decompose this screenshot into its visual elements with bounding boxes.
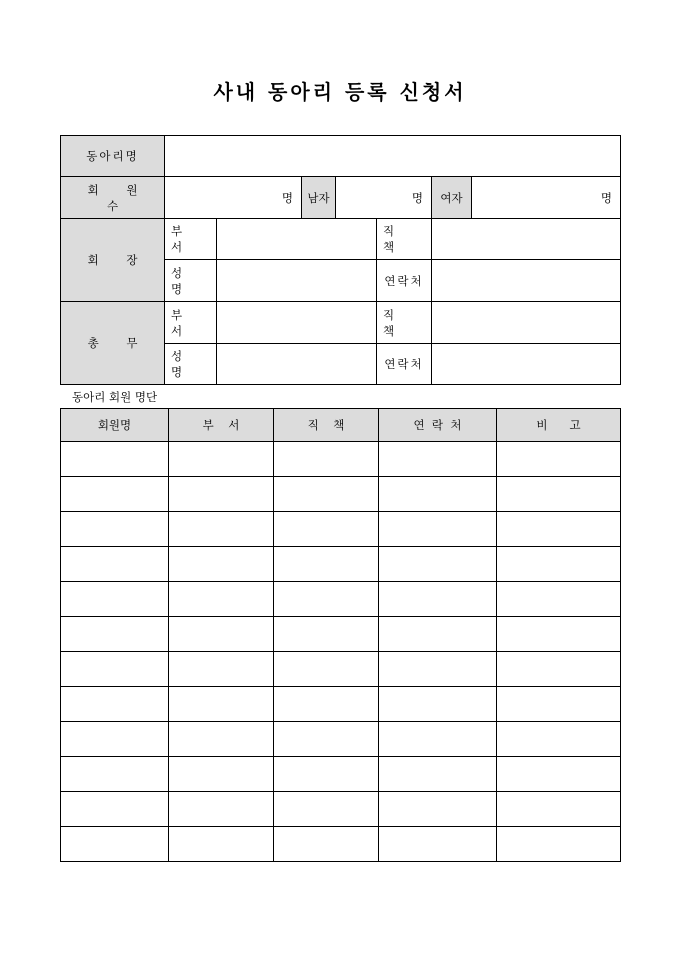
- president-contact-label: 연락처: [377, 260, 432, 302]
- president-contact-field[interactable]: [432, 260, 621, 302]
- total-count-field[interactable]: [165, 177, 302, 219]
- table-row: [61, 547, 621, 582]
- male-label: 남자: [302, 177, 336, 219]
- member-remarks-cell[interactable]: [497, 547, 621, 582]
- table-row: [61, 792, 621, 827]
- member-dept-cell[interactable]: [169, 512, 274, 547]
- president-name-label: 성 명: [165, 260, 217, 302]
- col-header-contact: 연 락 처: [379, 409, 497, 442]
- member-contact-cell[interactable]: [379, 442, 497, 477]
- member-remarks-cell[interactable]: [497, 792, 621, 827]
- member-contact-cell[interactable]: [379, 617, 497, 652]
- member-contact-cell[interactable]: [379, 827, 497, 862]
- female-label: 여자: [432, 177, 472, 219]
- member-remarks-cell[interactable]: [497, 757, 621, 792]
- col-header-remarks: 비 고: [497, 409, 621, 442]
- member-position-cell[interactable]: [274, 582, 379, 617]
- member-position-cell[interactable]: [274, 617, 379, 652]
- member-list-caption: 동아리 회원 명단: [72, 390, 158, 404]
- member-remarks-cell[interactable]: [497, 442, 621, 477]
- member-count-label: 회 원 수: [61, 177, 165, 219]
- member-position-cell[interactable]: [274, 722, 379, 757]
- member-dept-cell[interactable]: [169, 617, 274, 652]
- member-remarks-cell[interactable]: [497, 582, 621, 617]
- member-dept-cell[interactable]: [169, 757, 274, 792]
- member-dept-cell[interactable]: [169, 687, 274, 722]
- table-row: [61, 687, 621, 722]
- club-name-label: 동아리명: [61, 136, 165, 177]
- member-name-cell[interactable]: [61, 442, 169, 477]
- table-row: [61, 617, 621, 652]
- table-row: [61, 582, 621, 617]
- secretary-position-label: 직 책: [377, 302, 432, 344]
- member-contact-cell[interactable]: [379, 722, 497, 757]
- member-dept-cell[interactable]: [169, 477, 274, 512]
- member-dept-cell[interactable]: [169, 442, 274, 477]
- table-row: [61, 442, 621, 477]
- member-contact-cell[interactable]: [379, 582, 497, 617]
- member-remarks-cell[interactable]: [497, 512, 621, 547]
- club-info-table: [60, 135, 621, 385]
- female-count-field[interactable]: [472, 177, 621, 219]
- member-name-cell[interactable]: [61, 757, 169, 792]
- president-position-field[interactable]: [432, 219, 621, 260]
- member-contact-cell[interactable]: [379, 687, 497, 722]
- member-position-cell[interactable]: [274, 512, 379, 547]
- member-name-cell[interactable]: [61, 547, 169, 582]
- member-remarks-cell[interactable]: [497, 722, 621, 757]
- member-remarks-cell[interactable]: [497, 477, 621, 512]
- secretary-contact-field[interactable]: [432, 344, 621, 385]
- secretary-name-label: 성 명: [165, 344, 217, 385]
- member-list-header: [61, 409, 621, 442]
- secretary-position-field[interactable]: [432, 302, 621, 344]
- member-name-cell[interactable]: [61, 512, 169, 547]
- table-row: [61, 722, 621, 757]
- member-dept-cell[interactable]: [169, 722, 274, 757]
- secretary-name-field[interactable]: [217, 344, 377, 385]
- president-dept-field[interactable]: [217, 219, 377, 260]
- form-title: 사내 동아리 등록 신청서: [213, 80, 467, 104]
- table-row: [61, 477, 621, 512]
- member-name-cell[interactable]: [61, 582, 169, 617]
- member-position-cell[interactable]: [274, 687, 379, 722]
- member-name-cell[interactable]: [61, 652, 169, 687]
- member-position-cell[interactable]: [274, 792, 379, 827]
- member-dept-cell[interactable]: [169, 652, 274, 687]
- male-count-field[interactable]: [336, 177, 432, 219]
- col-header-dept: 부 서: [169, 409, 274, 442]
- member-remarks-cell[interactable]: [497, 617, 621, 652]
- president-name-field[interactable]: [217, 260, 377, 302]
- member-dept-cell[interactable]: [169, 547, 274, 582]
- member-remarks-cell[interactable]: [497, 652, 621, 687]
- member-dept-cell[interactable]: [169, 792, 274, 827]
- member-position-cell[interactable]: [274, 477, 379, 512]
- table-row: [61, 827, 621, 862]
- member-contact-cell[interactable]: [379, 792, 497, 827]
- member-contact-cell[interactable]: [379, 512, 497, 547]
- total-count-unit: 명: [281, 190, 293, 205]
- member-dept-cell[interactable]: [169, 582, 274, 617]
- president-dept-label: 부 서: [165, 219, 217, 260]
- member-name-cell[interactable]: [61, 617, 169, 652]
- club-name-field[interactable]: [165, 136, 621, 177]
- table-row: [61, 512, 621, 547]
- table-row: [61, 652, 621, 687]
- member-contact-cell[interactable]: [379, 652, 497, 687]
- female-count-unit: 명: [600, 190, 613, 205]
- table-row: [61, 757, 621, 792]
- member-contact-cell[interactable]: [379, 477, 497, 512]
- member-name-cell[interactable]: [61, 477, 169, 512]
- member-name-cell[interactable]: [61, 687, 169, 722]
- member-contact-cell[interactable]: [379, 757, 497, 792]
- secretary-dept-field[interactable]: [217, 302, 377, 344]
- member-remarks-cell[interactable]: [497, 827, 621, 862]
- member-position-cell[interactable]: [274, 757, 379, 792]
- member-name-cell[interactable]: [61, 827, 169, 862]
- col-header-name: 회원명: [61, 409, 169, 442]
- member-contact-cell[interactable]: [379, 547, 497, 582]
- secretary-dept-label: 부 서: [165, 302, 217, 344]
- member-dept-cell[interactable]: [169, 827, 274, 862]
- member-name-cell[interactable]: [61, 792, 169, 827]
- president-position-label: 직 책: [377, 219, 432, 260]
- male-count-unit: 명: [411, 190, 423, 205]
- member-position-cell[interactable]: [274, 652, 379, 687]
- member-name-cell[interactable]: [61, 722, 169, 757]
- president-label: 회 장: [61, 219, 165, 302]
- col-header-position: 직 책: [274, 409, 379, 442]
- member-position-cell[interactable]: [274, 442, 379, 477]
- secretary-label: 총 무: [61, 302, 165, 385]
- member-list-table: [60, 408, 621, 862]
- member-position-cell[interactable]: [274, 547, 379, 582]
- member-position-cell[interactable]: [274, 827, 379, 862]
- member-remarks-cell[interactable]: [497, 687, 621, 722]
- secretary-contact-label: 연락처: [377, 344, 432, 385]
